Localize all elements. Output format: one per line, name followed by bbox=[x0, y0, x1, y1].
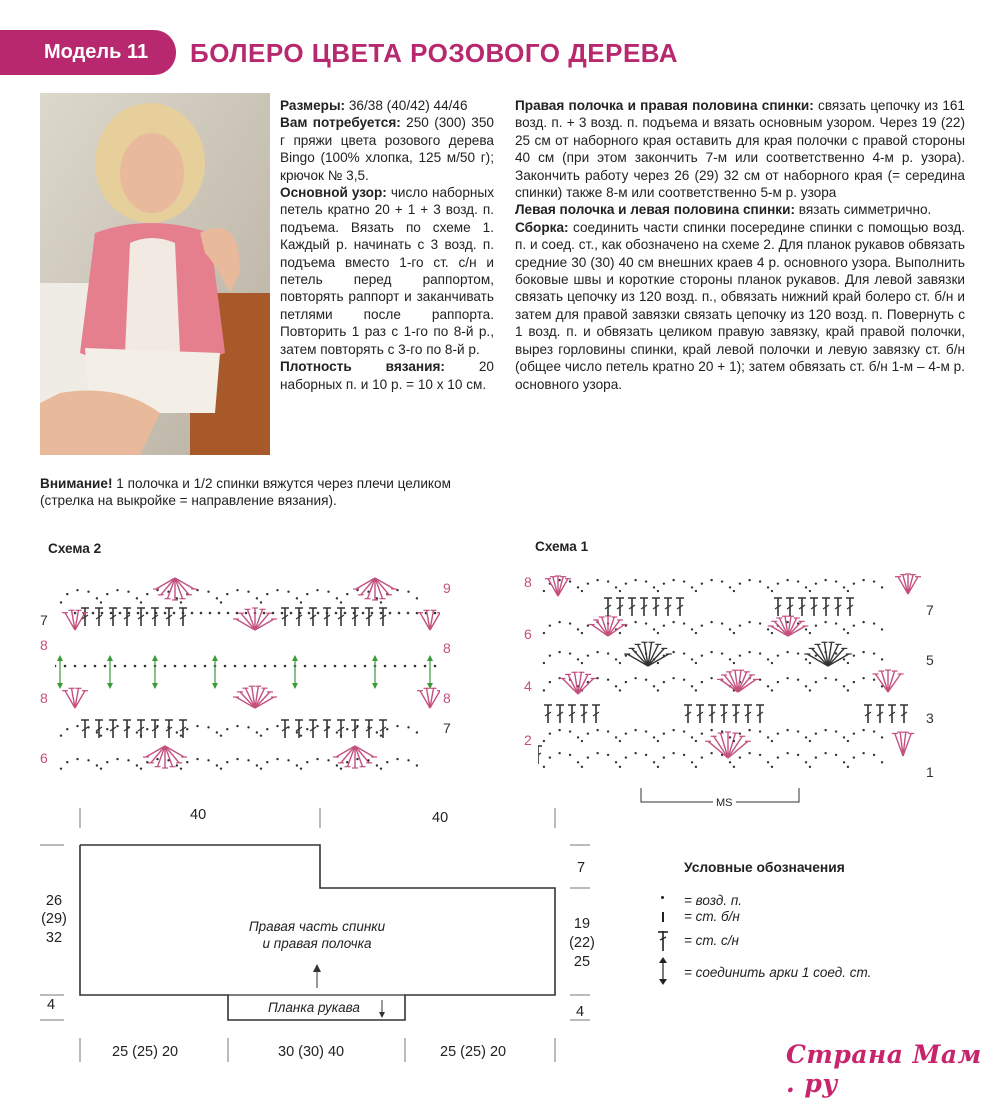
join-arrow-icon bbox=[657, 957, 669, 985]
middle-column bbox=[280, 97, 494, 393]
dim-left-height-2: (29) bbox=[41, 911, 67, 927]
dim-top-right: 40 bbox=[432, 810, 449, 826]
scheme1-row-right-3: 3 bbox=[926, 710, 934, 726]
dim-right-bottom: 4 bbox=[576, 1004, 585, 1020]
scheme1-title: Схема 1 bbox=[535, 539, 589, 554]
left-part-text: вязать симметрично. bbox=[798, 202, 932, 218]
left-part-label: Левая полочка и левая половина спинки: bbox=[515, 202, 795, 218]
chain-dot-icon bbox=[661, 896, 664, 899]
density-label: Плотность вязания: bbox=[280, 359, 445, 375]
dim-left-height-1: 26 bbox=[45, 893, 63, 909]
repeat-label: MS bbox=[713, 797, 736, 809]
sleeve-label: Планка рукава bbox=[268, 1000, 360, 1015]
sizes-label: Размеры: bbox=[280, 98, 346, 113]
scheme2-chart bbox=[55, 568, 440, 783]
schematic-center-label bbox=[228, 918, 406, 952]
legend-list bbox=[656, 893, 916, 987]
scheme2-row-left-1: 7 bbox=[40, 612, 48, 628]
scheme1-row-right-2: 5 bbox=[926, 652, 934, 668]
scheme2-row-left-3: 8 bbox=[40, 690, 48, 706]
scheme2-title: Схема 2 bbox=[48, 541, 102, 556]
legend-title: Условные обозначения bbox=[684, 860, 845, 875]
right-part-label: Правая полочка и правая половина спинки: bbox=[515, 98, 814, 113]
model-badge bbox=[0, 30, 176, 75]
center-label-line-2: и правая полочка bbox=[262, 936, 372, 951]
scheme2-row-left-4: 6 bbox=[40, 750, 48, 766]
scheme2-row-right-2: 8 bbox=[443, 640, 451, 656]
dim-right-height-3: 25 bbox=[573, 954, 591, 970]
scheme1-row-right-1: 7 bbox=[926, 602, 934, 618]
dim-right-top: 7 bbox=[577, 860, 586, 876]
legend-text-chain: = возд. п. bbox=[684, 893, 743, 908]
model-label: Модель 11 bbox=[44, 41, 149, 63]
woman-in-bolero-photo bbox=[40, 93, 270, 455]
dim-left-bottom: 4 bbox=[47, 997, 56, 1013]
dim-bottom-mid: 30 (30) 40 bbox=[278, 1044, 345, 1060]
dim-right-height-1: 19 bbox=[573, 916, 591, 932]
scheme2-row-right-4: 7 bbox=[443, 720, 451, 736]
main-pattern-value: число наборных петель кратно 20 + 1 + 3 возд. п. подъема. Вязать по схеме 1. Каждый р. начинать с 3 возд. п. подъема вместо 1-го ст. с/н и петель перед раппортом, повторять раппорт и заканчивать петлями после раппорта. Повторить 1 раз с 1-го по 8-й р., затем повторять с 3-го по 8-й р. bbox=[280, 185, 494, 357]
density-value: 20 наборных п. и 10 р. = 10 х 10 см. bbox=[280, 359, 494, 392]
scheme1-row-left-3: 4 bbox=[524, 678, 532, 694]
right-column bbox=[515, 97, 965, 393]
double-crochet-icon bbox=[656, 929, 670, 951]
dim-bottom-left: 25 (25) 20 bbox=[112, 1044, 179, 1060]
dim-bottom-right: 25 (25) 20 bbox=[440, 1044, 507, 1060]
legend-item-dc bbox=[656, 927, 916, 957]
dim-right-height-2: (22) bbox=[569, 935, 595, 951]
scheme1-row-right-4: 1 bbox=[926, 764, 934, 780]
scheme2-row-right-3: 8 bbox=[443, 690, 451, 706]
sizes-value: 36/38 (40/42) 44/46 bbox=[348, 98, 468, 113]
legend-item-chain bbox=[656, 893, 916, 909]
center-label-line-1: Правая часть спинки bbox=[248, 919, 386, 934]
right-part-text: связать цепочку из 161 возд. п. + 3 возд. п. подъема и вязать основным узором. Через 19 (22) 25 см от наборного края оставить для края полочки с правой стороны 40 см (при этом закончить 7-м или соответственно 4-м р. узора). Закончить работу через 26 (29) 32 см от наборного края (= середина спинки) также 8-м или соответственно 5-м р. узора bbox=[515, 98, 965, 201]
materials-value: 250 (300) 350 г пряжи цвета розового дерева Bingo (100% хлопка, 125 м/50 г); крючок № 3,5. bbox=[280, 115, 494, 183]
page-title: БОЛЕРО ЦВЕТА РОЗОВОГО ДЕРЕВА bbox=[190, 38, 679, 68]
dim-top-left: 40 bbox=[190, 807, 207, 823]
legend-item-join bbox=[656, 957, 916, 987]
materials-label: Вам потребуется: bbox=[280, 115, 401, 131]
scheme1-chart bbox=[538, 568, 923, 783]
legend-text-join: = соединить арки 1 соед. ст. bbox=[684, 965, 872, 980]
attention-note bbox=[40, 475, 496, 510]
assembly-text: соединить части спинки посередине спинки с помощью возд. п. и соед. ст., как обозначено на схеме 2. Для планок рукавов обвязать средние 30 (30) 40 см внешних краев 4 р. основного узора. Выполнить боковые швы и короткие стороны планок рукавов. Для левой завязки связать цепочку из 120 возд. п., обвязать нижний край болеро ст. б/н и затем для правой завязки связать цепочку из 120 возд. п. Повернуть с 1 возд. п. и обвязать целиком правую завязку, край правой полочки, вырез горловины спинки, край левой полочки и левую завязку ст. б/н (общее число петель кратно 20 + 1); затем обвязать ст. б/н 1-м – 4-м р. основного узора. bbox=[515, 219, 965, 392]
attention-text: 1 полочка и 1/2 спинки вяжутся через плечи целиком (стрелка на выкройке = направление вязания). bbox=[40, 476, 451, 509]
dim-left-height-3: 32 bbox=[45, 930, 63, 946]
scheme1-row-left-1: 8 bbox=[524, 574, 532, 590]
scheme1-row-left-4: 2 bbox=[524, 732, 532, 748]
single-crochet-icon bbox=[662, 912, 664, 922]
scheme2-row-left-2: 8 bbox=[40, 637, 48, 653]
attention-label: Внимание! bbox=[40, 476, 113, 491]
legend-item-sc bbox=[656, 909, 916, 927]
scheme2-row-right-1: 9 bbox=[443, 580, 451, 596]
assembly-label: Сборка: bbox=[515, 219, 569, 235]
main-pattern-label: Основной узор: bbox=[280, 185, 387, 201]
scheme1-row-left-2: 6 bbox=[524, 626, 532, 642]
legend-text-dc: = ст. с/н bbox=[684, 933, 739, 948]
watermark-logo: Страна Мам . ру bbox=[786, 1040, 982, 1098]
legend-text-sc: = ст. б/н bbox=[684, 909, 740, 924]
